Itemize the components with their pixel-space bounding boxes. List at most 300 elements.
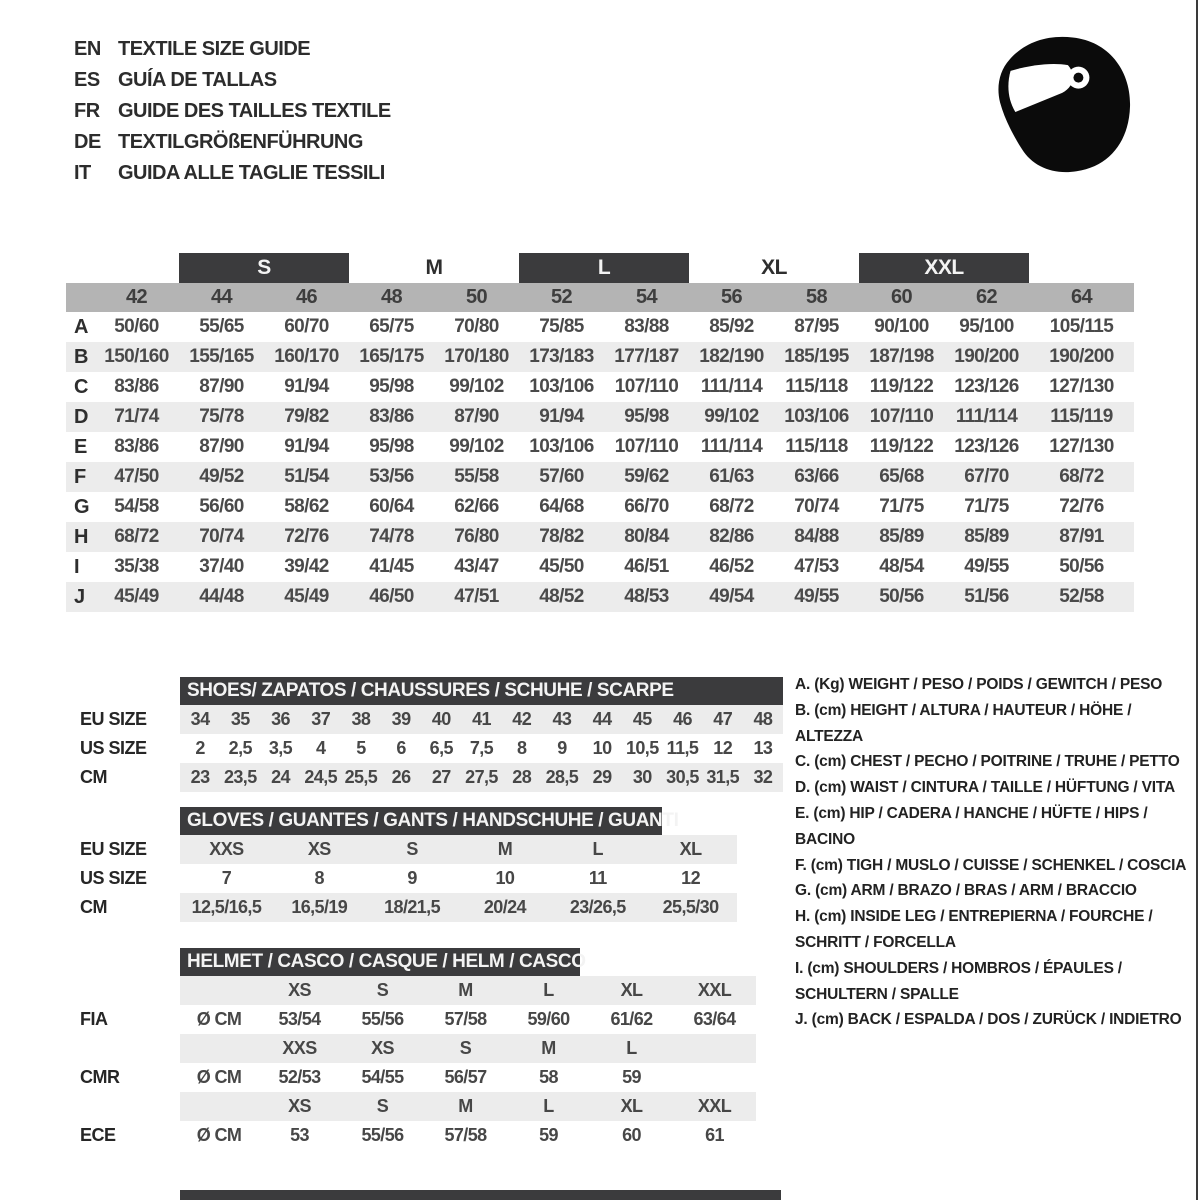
gloves-row	[80, 893, 737, 922]
measurement-value: 65/75	[369, 316, 414, 337]
gloves-value: 11	[588, 868, 607, 888]
legend-entry: A. (Kg) WEIGHT / PESO / POIDS / GEWITCH / PESO	[795, 676, 1163, 693]
helmet-size: XL	[620, 1096, 643, 1116]
measurement-value: 99/102	[449, 436, 504, 457]
legend-entry: C. (cm) CHEST / PECHO / POITRINE / TRUHE / PETTO	[795, 753, 1180, 771]
language-row	[74, 158, 391, 189]
gloves-value: XS	[307, 839, 331, 859]
shoes-value: 31,5	[706, 767, 740, 787]
gloves-value: 16,5/19	[291, 897, 348, 917]
legend-entry: I. (cm) SHOULDERS / HOMBROS / ÉPAULES / SCHULTERN / SPALLE	[795, 959, 1122, 1003]
shoes-value: 7,5	[469, 738, 494, 758]
measurement-value: 111/114	[700, 376, 763, 397]
size-number: 52	[550, 286, 573, 308]
shoes-row	[80, 763, 783, 792]
corner-cell	[66, 283, 94, 312]
shoes-value: 46	[673, 709, 692, 729]
measurement-value: 68/72	[1059, 466, 1104, 487]
measurement-value: 37/40	[199, 556, 244, 577]
helmet-size: XXS	[282, 1038, 317, 1058]
measurement-value: 68/72	[114, 526, 159, 547]
measurement-value: 155/165	[189, 346, 254, 367]
size-group-label: M	[425, 256, 443, 279]
size-number: 60	[890, 286, 913, 308]
shoes-value: 45	[632, 709, 652, 729]
measurement-value: 80/84	[624, 526, 669, 547]
measurement-value: 190/200	[1049, 346, 1114, 367]
language-title: TEXTILE SIZE GUIDE	[118, 38, 311, 60]
size-number: 46	[295, 286, 318, 308]
measurement-value: 68/72	[709, 496, 754, 517]
size-group-box: S	[179, 253, 349, 283]
row-letter: B	[74, 345, 88, 368]
gloves-value: 10	[495, 868, 515, 888]
gloves-value: XL	[679, 839, 702, 859]
size-number: 58	[805, 286, 828, 308]
helmet-size: XL	[620, 980, 643, 1000]
measurement-value: 70/74	[199, 526, 244, 547]
helmet-size: XS	[288, 1096, 311, 1116]
shoes-value: 2	[195, 738, 205, 758]
measurement-value: 51/54	[284, 466, 329, 487]
shoes-row	[80, 705, 783, 734]
measurement-value: 59/62	[624, 466, 669, 487]
language-title: GUÍA DE TALLAS	[118, 69, 277, 91]
shoes-value: 48	[753, 709, 773, 729]
helmet-value: 57/58	[444, 1009, 487, 1029]
measurement-value: 76/80	[454, 526, 499, 547]
legend-entry: B. (cm) HEIGHT / ALTURA / HAUTEUR / HÖHE / ALTEZZA	[795, 701, 1132, 745]
shoes-value: 2,5	[228, 738, 252, 758]
helmet-size: XXL	[697, 980, 732, 1000]
shoes-value: 30	[632, 767, 652, 787]
measurement-value: 70/80	[454, 316, 499, 337]
size-group-label	[94, 253, 179, 283]
measurement-value: 52/58	[1059, 586, 1104, 607]
main-size-table	[66, 253, 1134, 612]
helmet-size: S	[376, 980, 389, 1000]
shoes-value: 27	[431, 767, 451, 787]
language-code: FR	[74, 100, 100, 122]
helmet-size	[673, 1034, 756, 1063]
measurement-row	[66, 552, 1134, 582]
legend-entry: F. (cm) TIGH / MUSLO / CUISSE / SCHENKEL / COSCIA	[795, 856, 1187, 874]
measurement-value: 82/86	[709, 526, 754, 547]
size-group-label: XL	[761, 256, 787, 279]
helmet-value: 59	[539, 1125, 558, 1145]
helmet-value: 60	[622, 1125, 641, 1145]
size-number-row	[66, 283, 1134, 312]
helmet-size-row	[180, 1092, 756, 1121]
helmet-value-row	[80, 1063, 756, 1092]
measurement-value: 83/86	[369, 406, 414, 427]
measurement-value: 182/190	[699, 346, 764, 367]
measurement-value: 41/45	[369, 556, 414, 577]
measurement-value: 83/86	[114, 436, 159, 457]
shoes-value: 40	[431, 709, 451, 729]
language-title-list	[74, 34, 391, 189]
helmet-size: M	[541, 1038, 556, 1058]
row-letter: C	[74, 375, 88, 398]
measurement-value: 58/62	[284, 496, 329, 517]
measurement-value: 78/82	[539, 526, 584, 547]
measurement-value: 103/106	[529, 436, 594, 457]
helmet-value: 56/57	[444, 1067, 487, 1087]
measurement-value: 177/187	[614, 346, 679, 367]
measurement-row	[66, 342, 1134, 372]
size-number: 42	[125, 286, 148, 308]
measurement-value: 60/70	[284, 316, 329, 337]
shoes-value: 24	[271, 767, 290, 787]
helmet-size: L	[543, 980, 554, 1000]
gloves-value: 8	[314, 868, 324, 888]
measurement-value: 87/91	[1059, 526, 1104, 547]
measurement-value: 56/60	[199, 496, 244, 517]
shoes-value: 30,5	[666, 767, 699, 787]
shoes-value: 8	[516, 738, 527, 758]
measurement-value: 48/54	[879, 556, 924, 577]
measurement-value: 85/89	[964, 526, 1009, 547]
shoes-value: 39	[391, 709, 411, 729]
row-label: US SIZE	[80, 868, 147, 888]
gloves-value: 20/24	[483, 897, 526, 917]
row-label: US SIZE	[80, 738, 147, 758]
measurement-value: 107/110	[869, 406, 934, 427]
helmet-value	[673, 1063, 756, 1092]
measurement-value: 103/106	[529, 376, 594, 397]
measurement-value: 99/102	[704, 406, 759, 427]
shoes-value: 41	[472, 709, 491, 729]
measurement-value: 119/122	[869, 376, 934, 397]
shoes-value: 27,5	[465, 767, 498, 787]
helmet-size: XS	[288, 980, 311, 1000]
helmet-value: 59/60	[527, 1009, 570, 1029]
measurement-value: 50/60	[114, 316, 159, 337]
standard-label: CMR	[80, 1067, 120, 1087]
shoes-value: 35	[230, 709, 250, 729]
shoes-value: 10	[592, 738, 612, 758]
row-letter: J	[74, 585, 85, 608]
measurement-value: 90/100	[874, 316, 929, 337]
shoes-value: 9	[557, 738, 567, 758]
measurement-value: 115/118	[785, 376, 848, 397]
shoes-section	[80, 677, 783, 792]
row-letter: H	[74, 525, 88, 548]
helmet-value-row	[80, 1005, 756, 1034]
measurement-value: 111/114	[700, 436, 763, 457]
gloves-row	[80, 864, 737, 893]
measurement-value: 71/75	[964, 496, 1009, 517]
shoes-rows	[80, 705, 783, 792]
measurement-value: 49/54	[709, 586, 754, 607]
size-group-box: XXL	[859, 253, 1029, 283]
measurement-value: 54/58	[114, 496, 159, 517]
shoes-value: 25,5	[344, 767, 378, 787]
measurement-value: 160/170	[274, 346, 339, 367]
shoes-value: 47	[713, 709, 733, 729]
measurement-value: 127/130	[1049, 376, 1114, 397]
measurement-value: 87/90	[199, 376, 244, 397]
measurement-value: 50/56	[1059, 556, 1104, 577]
measurement-row	[66, 522, 1134, 552]
helmet-value: 59	[622, 1067, 641, 1087]
measurement-value: 60/64	[369, 496, 414, 517]
helmet-size: XS	[371, 1038, 394, 1058]
measurement-value: 48/52	[539, 586, 584, 607]
language-title: TEXTILGRÖßENFÜHRUNG	[118, 131, 363, 153]
measurement-row	[66, 312, 1134, 342]
empty-cell	[180, 976, 258, 1005]
measurement-row	[66, 372, 1134, 402]
language-code: DE	[74, 131, 101, 153]
helmet-value: 55/56	[361, 1125, 404, 1145]
row-letter: F	[74, 465, 86, 488]
measurement-value: 61/63	[709, 466, 754, 487]
measurement-value: 47/51	[454, 586, 499, 607]
measurement-value: 47/53	[794, 556, 839, 577]
helmet-size-row	[180, 1034, 756, 1063]
measurement-value: 71/75	[879, 496, 924, 517]
measurement-value: 53/56	[369, 466, 414, 487]
shoes-value: 3,5	[268, 738, 293, 758]
shoes-value: 42	[512, 709, 532, 729]
shoes-value: 36	[271, 709, 290, 729]
row-letter: D	[74, 405, 88, 428]
helmet-value: 63/64	[693, 1009, 736, 1029]
gloves-section	[80, 807, 737, 922]
measurement-row	[66, 462, 1134, 492]
shoes-value: 28,5	[545, 767, 579, 787]
measurement-value: 72/76	[284, 526, 329, 547]
shoes-value: 29	[592, 767, 612, 787]
gloves-value: 18/21,5	[384, 897, 440, 917]
measurement-value: 67/70	[964, 466, 1009, 487]
gloves-value: S	[406, 839, 418, 859]
size-group-row	[66, 253, 1134, 283]
helmet-value: 55/56	[361, 1009, 404, 1029]
shoes-value: 24,5	[304, 767, 338, 787]
gloves-value: 12,5/16,5	[191, 897, 262, 917]
measurement-value: 95/100	[959, 316, 1014, 337]
shoes-value: 23	[190, 767, 210, 787]
shoes-value: 6	[396, 738, 406, 758]
size-group-box: L	[519, 253, 689, 283]
row-label: CM	[80, 897, 107, 917]
helmet-size: M	[458, 980, 473, 1000]
measurement-value: 85/92	[709, 316, 754, 337]
measurement-value: 91/94	[284, 436, 329, 457]
measurement-value: 46/51	[624, 556, 669, 577]
measurement-value: 75/85	[539, 316, 584, 337]
measurement-value: 150/160	[104, 346, 169, 367]
standard-label: FIA	[80, 1009, 108, 1029]
helmet-size: L	[626, 1038, 637, 1058]
measurement-value: 79/82	[284, 406, 329, 427]
measurement-value: 64/68	[539, 496, 584, 517]
legend-entry: E. (cm) HIP / CADERA / HANCHE / HÜFTE / HIPS / BACINO	[795, 804, 1148, 848]
language-row	[74, 65, 391, 96]
measurement-value: 95/98	[369, 436, 414, 457]
measurement-value: 55/58	[454, 466, 499, 487]
measurement-value: 95/98	[624, 406, 669, 427]
shoes-value: 4	[315, 738, 326, 758]
gloves-value: L	[592, 839, 603, 859]
helmet-value: 61	[705, 1125, 724, 1145]
gloves-value: 7	[221, 868, 232, 888]
helmet-value: 61/62	[610, 1009, 653, 1029]
measurement-value: 49/55	[964, 556, 1009, 577]
size-number: 62	[975, 286, 998, 308]
helmet-value: 58	[539, 1067, 558, 1087]
helmet-value: 52/53	[278, 1067, 321, 1087]
language-code: IT	[74, 162, 91, 184]
gloves-value: 9	[407, 868, 417, 888]
measurement-value: 87/90	[454, 406, 499, 427]
size-number: 50	[465, 286, 488, 308]
shoes-value: 11,5	[666, 738, 699, 758]
size-group-label	[1029, 253, 1134, 283]
measurement-row	[66, 402, 1134, 432]
helmet-value: 53/54	[278, 1009, 321, 1029]
helmet-size: XXL	[697, 1096, 732, 1116]
gloves-row	[80, 835, 737, 864]
measurement-value: 107/110	[614, 436, 679, 457]
helmet-rows	[80, 976, 756, 1150]
language-row	[74, 127, 391, 158]
gloves-value: 25,5/30	[662, 897, 719, 917]
row-label: EU SIZE	[80, 709, 147, 729]
helmet-size: L	[543, 1096, 554, 1116]
measurement-value: 55/65	[199, 316, 244, 337]
measurement-value: 44/48	[199, 586, 244, 607]
measurement-value: 91/94	[284, 376, 329, 397]
gloves-title-bar: GLOVES / GUANTES / GANTS / HANDSCHUHE / GUANTI	[180, 807, 662, 835]
shoes-value: 43	[552, 709, 572, 729]
size-number: 56	[720, 286, 743, 308]
gloves-value: 23/26,5	[569, 897, 626, 917]
shoes-value: 5	[356, 738, 366, 758]
measurement-value: 45/49	[284, 586, 329, 607]
language-row	[74, 34, 391, 65]
measurement-row	[66, 432, 1134, 462]
measurement-value: 127/130	[1049, 436, 1114, 457]
measurement-value: 62/66	[454, 496, 499, 517]
legend-entry: G. (cm) ARM / BRAZO / BRAS / ARM / BRACCIO	[795, 882, 1137, 900]
diameter-unit: Ø CM	[196, 1067, 242, 1087]
measurement-value: 63/66	[794, 466, 839, 487]
empty-cell	[180, 1092, 258, 1121]
measurement-value: 165/175	[359, 346, 424, 367]
helmet-icon	[977, 26, 1155, 198]
legend-entry: J. (cm) BACK / ESPALDA / DOS / ZURÜCK / INDIETRO	[795, 1011, 1182, 1029]
measurement-value: 83/88	[624, 316, 669, 337]
shoes-value: 28	[512, 767, 532, 787]
shoes-value: 26	[391, 767, 411, 787]
measurement-value: 71/74	[114, 406, 159, 427]
size-number: 64	[1070, 286, 1093, 308]
gloves-rows	[80, 835, 737, 922]
measurement-value: 57/60	[539, 466, 584, 487]
measurement-value: 35/38	[114, 556, 159, 577]
row-letter: E	[74, 435, 87, 458]
measurement-value: 115/118	[785, 436, 848, 457]
measurement-value: 49/55	[794, 586, 839, 607]
measurement-value: 45/49	[114, 586, 159, 607]
shoes-title-bar: SHOES/ ZAPATOS / CHAUSSURES / SCHUHE / SCARPE	[180, 677, 783, 705]
measurement-value: 66/70	[624, 496, 669, 517]
measurement-value: 70/74	[794, 496, 839, 517]
measurement-value: 87/95	[794, 316, 839, 337]
shoes-value: 10,5	[625, 738, 659, 758]
shoes-value: 44	[592, 709, 612, 729]
language-code: ES	[74, 69, 100, 91]
row-label: EU SIZE	[80, 839, 147, 859]
measurement-value: 103/106	[784, 406, 849, 427]
helmet-value: 53	[290, 1125, 309, 1145]
shoes-value: 34	[190, 709, 210, 729]
measurement-value: 85/89	[879, 526, 924, 547]
legend-entry: H. (cm) INSIDE LEG / ENTREPIERNA / FOURCHE / SCHRITT / FORCELLA	[795, 908, 1153, 951]
measurement-value: 43/47	[454, 556, 499, 577]
measurement-value: 46/52	[709, 556, 754, 577]
shoes-value: 13	[753, 738, 773, 758]
standard-label: ECE	[80, 1125, 116, 1145]
gloves-value: M	[497, 839, 513, 859]
size-number: 54	[635, 286, 658, 308]
row-letter: I	[74, 555, 79, 578]
gloves-value: 12	[681, 868, 700, 888]
measurement-value: 190/200	[954, 346, 1019, 367]
diameter-unit: Ø CM	[196, 1125, 242, 1145]
cutoff-header-bar	[180, 1190, 781, 1200]
image-edge-line	[1196, 0, 1198, 1200]
measurement-value: 47/50	[114, 466, 159, 487]
measurement-value: 39/42	[284, 556, 329, 577]
measurement-value: 111/114	[955, 406, 1018, 427]
shoes-row	[80, 734, 783, 763]
measurement-value: 187/198	[869, 346, 934, 367]
helmet-value-row	[80, 1121, 756, 1150]
measurement-value: 83/86	[114, 376, 159, 397]
measurement-value: 87/90	[199, 436, 244, 457]
measurement-row	[66, 582, 1134, 612]
row-letter: A	[74, 315, 88, 338]
measurement-value: 173/183	[529, 346, 594, 367]
shoes-value: 12	[713, 738, 733, 758]
helmet-section	[80, 948, 756, 1150]
helmet-value: 57/58	[444, 1125, 487, 1145]
language-row	[74, 96, 391, 127]
language-title: GUIDE DES TAILLES TEXTILE	[118, 100, 391, 122]
measurement-value: 49/52	[199, 466, 244, 487]
measurement-value: 170/180	[444, 346, 509, 367]
measurement-value: 119/122	[869, 436, 934, 457]
measurement-value: 99/102	[449, 376, 504, 397]
measurement-value: 65/68	[879, 466, 924, 487]
helmet-size-row	[180, 976, 756, 1005]
measurement-row	[66, 492, 1134, 522]
helmet-size: M	[458, 1096, 473, 1116]
shoes-value: 23,5	[223, 767, 257, 787]
helmet-size: S	[459, 1038, 472, 1058]
shoes-value: 38	[351, 709, 371, 729]
measurement-value: 107/110	[614, 376, 679, 397]
empty-cell	[180, 1034, 258, 1063]
measurement-value: 115/119	[1050, 406, 1113, 427]
diameter-unit: Ø CM	[196, 1009, 242, 1029]
measurement-value: 185/195	[784, 346, 849, 367]
size-number: 48	[380, 286, 403, 308]
